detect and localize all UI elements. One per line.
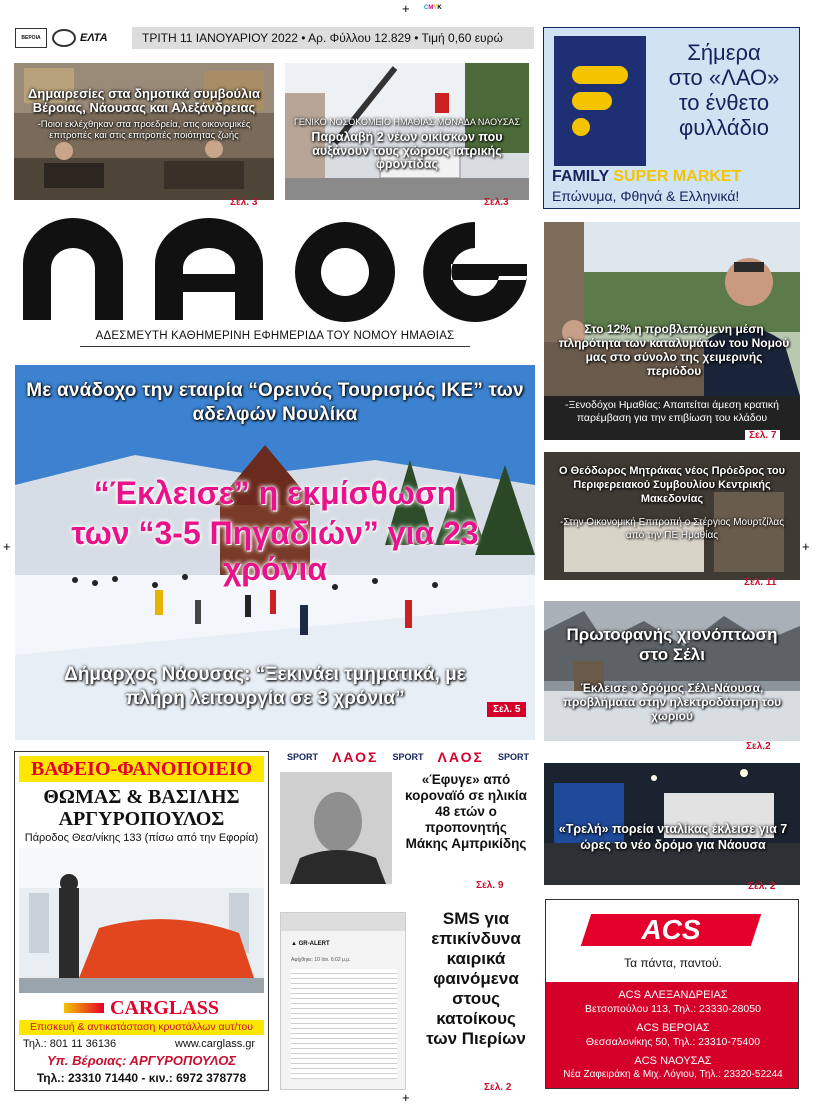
story6-photo[interactable] [544, 763, 800, 885]
story3-subhead: -Ξενοδόχοι Ημαθίας: Απαιτείται άμεση κρατική παρέμβαση για την επιβίωση του κλάδου [544, 396, 800, 440]
elta-logo [52, 28, 130, 48]
ad-bafeio-title: ΒΑΦΕΙΟ-ΦΑΝΟΠΟΙΕΙΟ [19, 756, 264, 782]
phone-alert-label: GR-ALERT [298, 941, 330, 947]
ad-family-brand-a: FAMILY [552, 168, 609, 185]
ad-family-line3: το ένθετο [678, 90, 770, 115]
story5-photo[interactable] [544, 601, 800, 741]
acs-branch2-address: Θεσσαλονίκης 50, Τηλ.: 23310-75400 [585, 1036, 761, 1048]
phone-message-lines [291, 969, 397, 1079]
ad-bafeio-address: Πάροδος Θεσ/νίκης 133 (πίσω από την Εφορία) [24, 832, 259, 844]
story7-phone-alert [291, 941, 330, 947]
ad-bafeio-phone2: Τηλ.: 23310 71440 - κιν.: 6972 378778 [36, 1071, 247, 1085]
sport-label-3: SPORT [497, 752, 529, 762]
acs-branch1-name: ACS ΑΛΕΞΑΝΔΡΕΙΑΣ [618, 989, 728, 1001]
story1-headline: Δημαιρεσίες στα δημοτικά συμβούλια Βέροιας, Νάουσας και Αλεξάνδρειας [28, 86, 260, 115]
story6-page-ref: Σελ. 2 [748, 881, 776, 892]
story3-page-ref: Σελ. 7 [745, 430, 780, 441]
dateline: ΤΡΙΤΗ 11 ΙΑΝΟΥΑΡΙΟΥ 2022 • Αρ. Φύλλου 12.829 • Τιμή 0,60 ευρώ [132, 27, 534, 49]
ad-family-line2: στο «ΛΑΟ» [668, 65, 780, 90]
ad-family-line1: Σήμερα [687, 40, 761, 65]
sport-label-1: SPORT [287, 752, 319, 762]
acs-branch1-address: Βετσοπούλου 113, Τηλ.: 23330-28050 [585, 1003, 761, 1015]
acs-branch3-name: ACS ΝΑΟΥΣΑΣ [634, 1055, 712, 1067]
story3-photo[interactable] [544, 222, 800, 396]
ad-bafeio-phone1: Τηλ.: 801 11 36136 [23, 1038, 117, 1050]
ad-bafeio-carglass: CARGLASS [110, 996, 219, 1019]
story4-photo[interactable] [544, 452, 800, 580]
cmyk-mark: CMYK [424, 5, 442, 11]
sport-headline[interactable]: «Έφυγε» από κοροναϊό σε ηλικία 48 ετών ο προπονητής Μάκης Αμπρικίδης [405, 772, 527, 851]
story2-photo[interactable] [285, 63, 529, 200]
story2-page-ref: Σελ.3 [484, 197, 509, 208]
story3-headline: Στο 12% η προβλεπόμενη μέση πληρότητα των καταλυμάτων του Νομού μας στο σύνολο της χειμερινής περιόδου [558, 322, 790, 378]
lead-photo[interactable] [15, 365, 535, 740]
sport-label-2: SPORT [392, 752, 424, 762]
paint-booth-image [19, 848, 264, 993]
story4-headline: Ο Θεόδωρος Μητράκας νέος Πρόεδρος του Περιφερειακού Συμβουλίου Κεντρικής Μακεδονίας [559, 465, 785, 505]
story6-headline: «Τρελή» πορεία νταλίκας έκλεισε για 7 ώρες το νέο δρόμο για Νάουσα [558, 822, 788, 852]
story7-headline[interactable]: SMS για επικίνδυνα καιρικά φαινόμενα στους κατοίκους των Πιερίων [426, 909, 526, 1048]
ad-family-brand [552, 168, 792, 186]
lead-quote: Δήμαρχος Νάουσας: “Ξεκινάει τμηματικά, με πλήρη λειτουργία σε 3 χρόνια” [64, 664, 466, 709]
ad-bafeio-service: Επισκευή & αντικατάσταση κρυστάλλων αυτ/του [19, 1020, 264, 1035]
ad-bafeio-names1: ΘΩΜΑΣ & ΒΑΣΙΛΗΣ [43, 786, 240, 808]
story5-headline: Πρωτοφανής χιονόπτωση στο Σέλι [566, 625, 778, 664]
masthead-title-graphic [15, 214, 535, 324]
ad-acs[interactable] [545, 899, 799, 1089]
sport-bar [287, 750, 529, 764]
phone-alert-icon: ▲ [291, 941, 299, 947]
story5-page-ref: Σελ.2 [746, 741, 771, 752]
ad-bafeio-names2: ΑΡΓΥΡΟΠΟΥΛΟΣ [58, 808, 225, 830]
sport-photo[interactable] [280, 772, 392, 884]
story1-page-ref: Σελ. 3 [230, 197, 258, 208]
masthead-logo [15, 214, 535, 324]
lead-page-ref: Σελ. 5 [487, 702, 526, 717]
elta-label: ΕΛΤΑ [80, 32, 108, 44]
ad-bafeio-agent: Υπ. Βέροιας: ΑΡΓΥΡΟΠΟΥΛΟΣ [46, 1053, 237, 1068]
masthead-tagline: ΑΔΕΣΜΕΥΤΗ ΚΑΘΗΜΕΡΙΝΗ ΕΦΗΜΕΡΙΔΑ ΤΟΥ ΝΟΜΟΥ ΗΜΑΘΙΑΣ [80, 330, 470, 347]
story1-subhead: -Ποιοι εκλέχθηκαν στα προεδρεία, στις οικονομικές επιτροπές και στις επιτροπές ποιότητας ζωής [37, 119, 251, 141]
ad-acs-slogan: Τα πάντα, παντού. [624, 956, 722, 970]
sport-logo-2: ΛΑΟΣ [437, 749, 484, 765]
sport-logo-1: ΛΑΟΣ [332, 749, 379, 765]
small-logo [15, 28, 47, 48]
ad-acs-brand: ACS [641, 914, 701, 945]
carglass-logo [19, 996, 264, 1020]
ad-bafeio[interactable] [14, 751, 269, 1091]
family-logo-icon [554, 36, 646, 166]
story2-kicker: ΓΕΝΙΚΟ ΝΟΣΟΚΟΜΕΙΟ ΗΜΑΘΙΑΣ ΜΟΝΑΔΑ ΝΑΟΥΣΑΣ [293, 117, 521, 127]
carglass-swoosh-icon [64, 1003, 104, 1013]
elta-emblem-icon [52, 29, 76, 47]
lead-headline-2: των “3-5 Πηγαδιών” για 23 χρόνια [71, 515, 479, 587]
acs-branch2-name: ACS ΒΕΡΟΙΑΣ [636, 1022, 710, 1034]
ad-family-line4: φυλλάδιο [678, 115, 770, 140]
crop-mark-top: + [402, 1, 410, 16]
sport-page-ref: Σελ. 9 [476, 880, 504, 891]
story2-headline: Παραλαβή 2 νέων οικίσκων που αυξάνουν τους χώρους ιατρικής φροντίδας [311, 130, 503, 171]
crop-mark-bottom: + [402, 1090, 410, 1104]
story5-subhead: Έκλεισε ο δρόμος Σέλι-Νάουσα, προβλήματα στην ηλεκτροδότηση του χωριού [562, 681, 782, 723]
story7-page-ref: Σελ. 2 [484, 1082, 512, 1093]
lead-kicker: Με ανάδοχο την εταιρία “Ορεινός Τουρισμός ΙΚΕ” των αδελφών Νουλίκα [26, 380, 524, 425]
ad-family-brand-b: SUPER MARKET [613, 168, 742, 185]
crop-mark-left: + [3, 539, 11, 554]
story7-phone-photo[interactable] [280, 912, 406, 1090]
acs-branch3-address: Νέα Ζαφειράκη & Μιχ. Λόγιου, Τηλ.: 23320-52244 [563, 1069, 783, 1080]
lead-headline-1: “Έκλεισε” η εκμίσθωση [93, 475, 457, 511]
story7-phone-time: Αφίχθηκε: 10 Ιαν. 6:02 μ.μ. [291, 957, 351, 963]
story4-page-ref: Σελ. 11 [744, 577, 777, 588]
story4-subhead: -Στην Οικονομική Επιτροπή ο Στέργιος Μουρτζίλας από την ΠΕ Ημαθίας [559, 517, 785, 541]
ad-family-slogan: Επώνυμα, Φθηνά & Ελληνικά! [552, 188, 740, 204]
ad-family-supermarket[interactable] [543, 27, 800, 209]
story1-photo[interactable] [14, 63, 274, 200]
coach-portrait-image [280, 772, 392, 884]
crop-mark-right: + [802, 539, 810, 554]
small-logo-label: ΒΕΡΟΙΑ [21, 35, 41, 41]
ad-bafeio-web: www.carglass.gr [175, 1038, 256, 1050]
